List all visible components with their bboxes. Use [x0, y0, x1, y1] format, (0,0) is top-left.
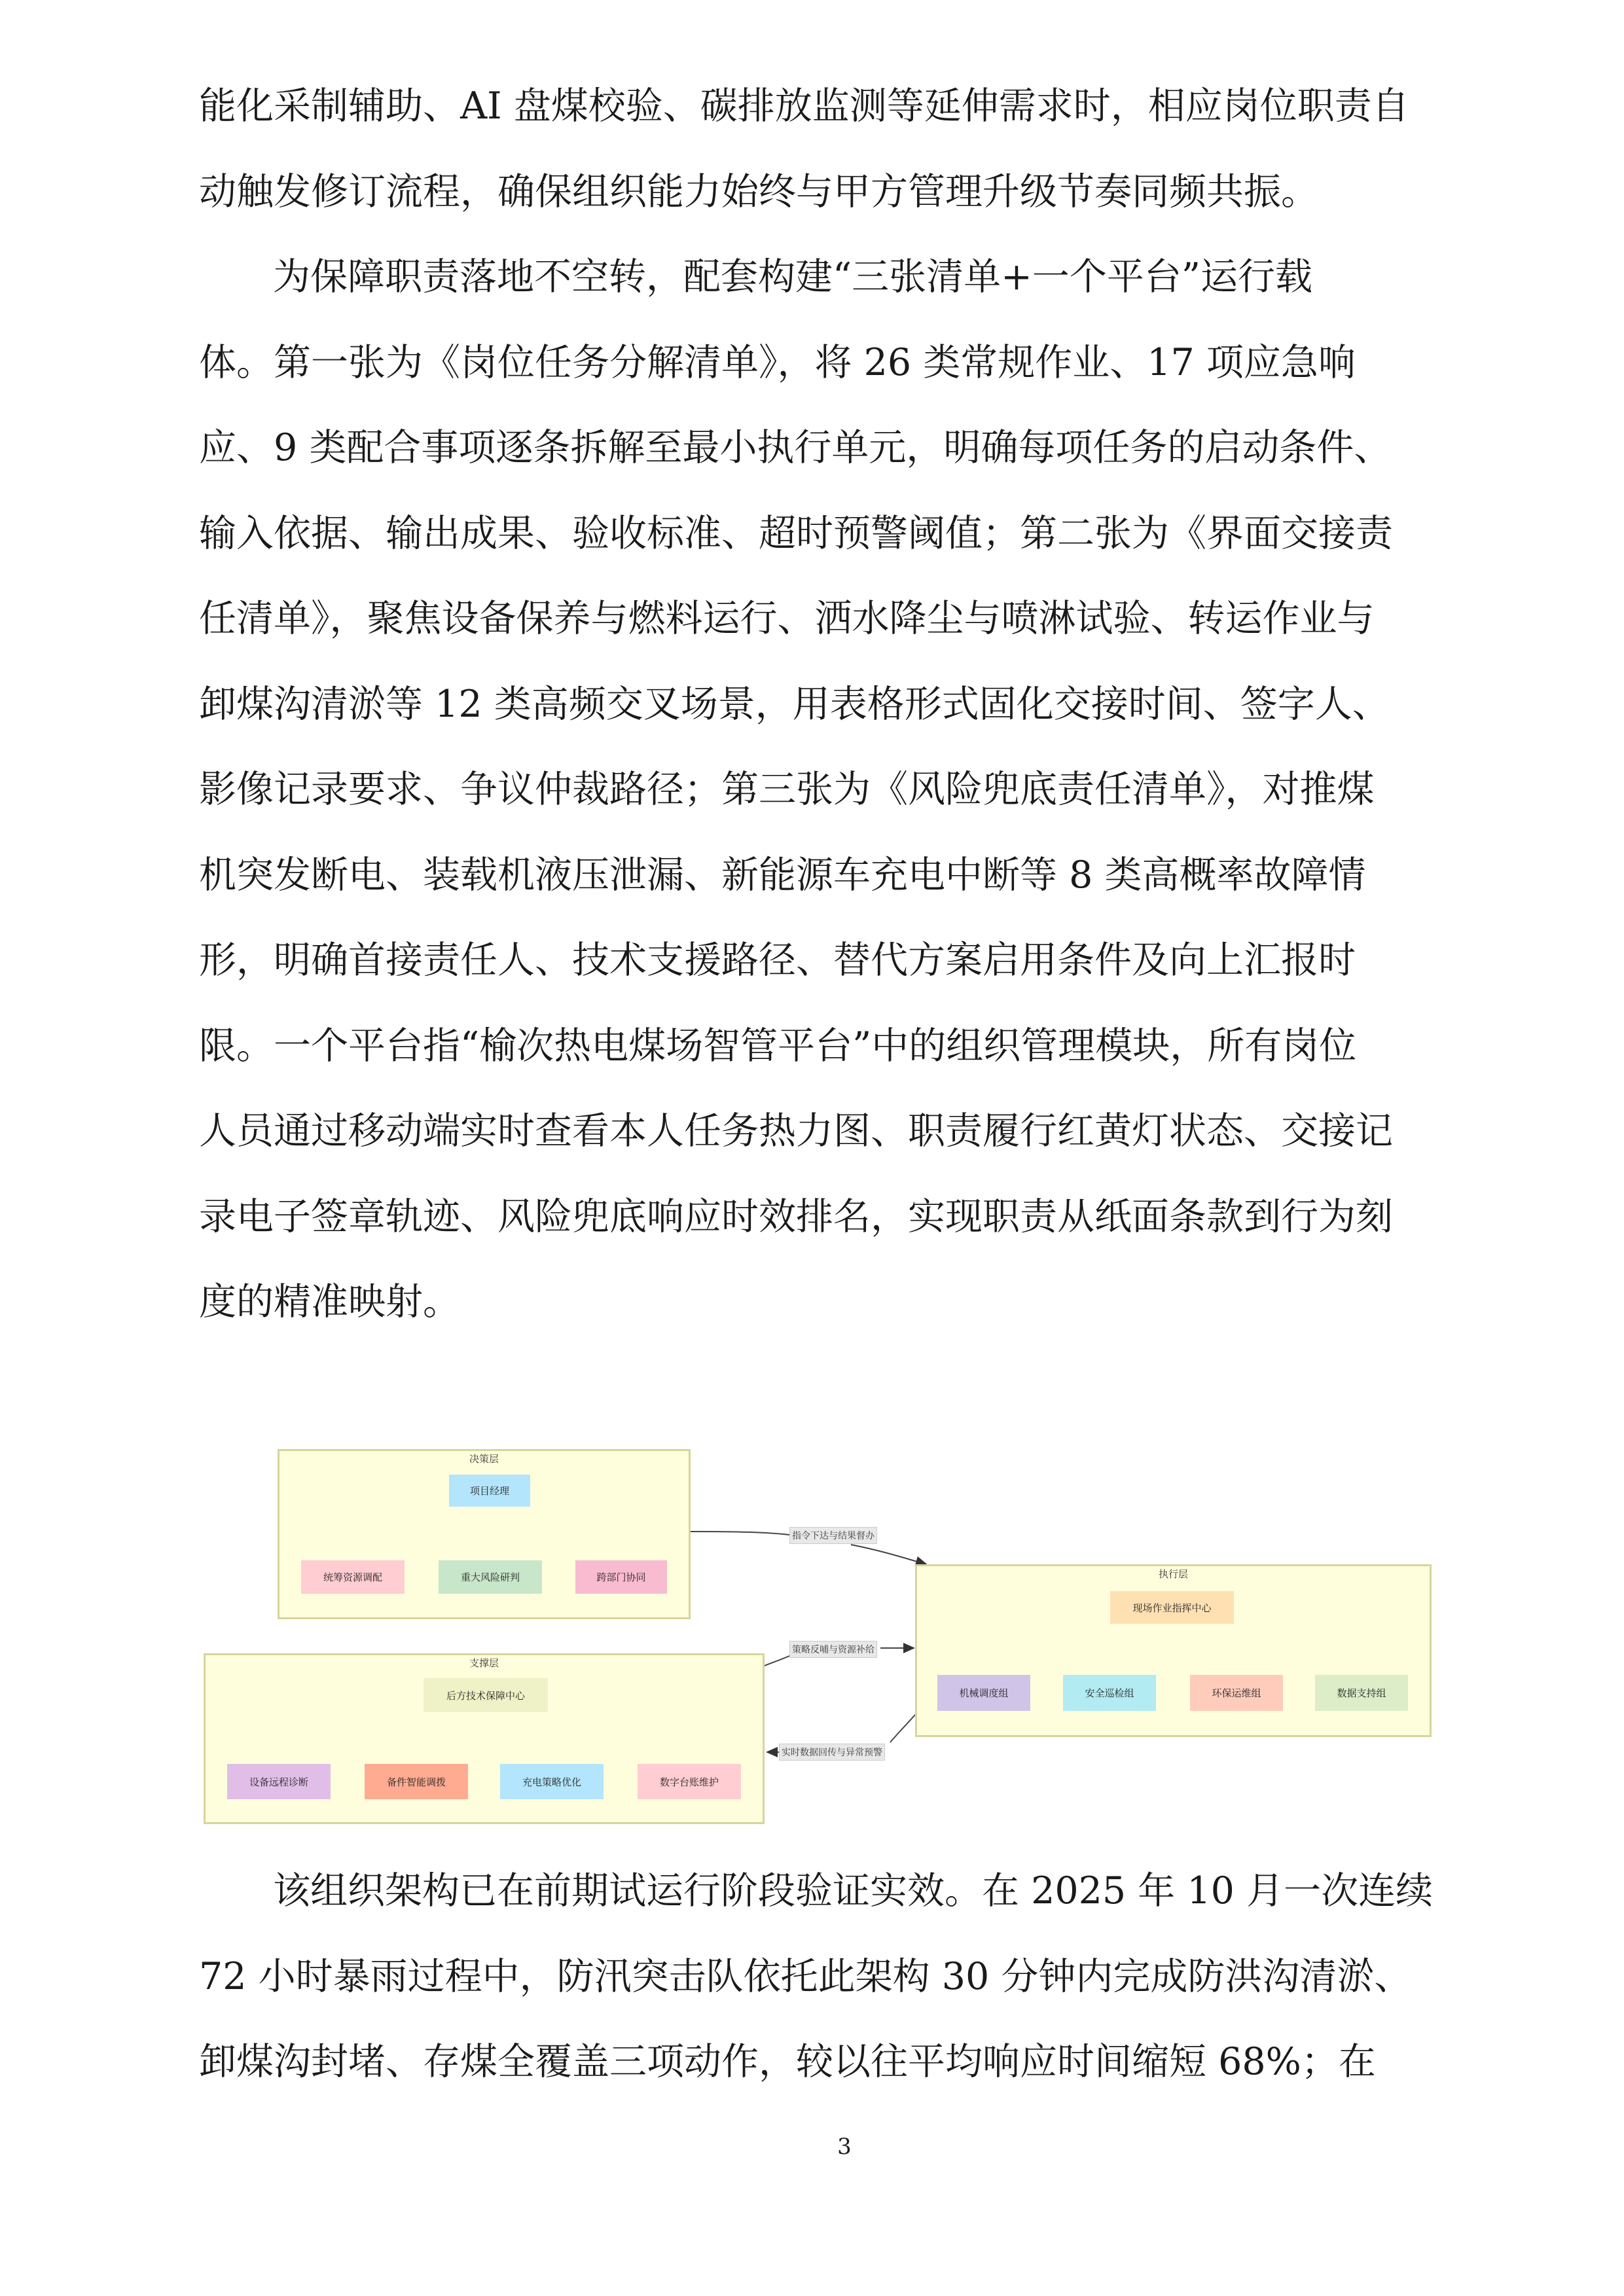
text-line: 72 小时暴雨过程中，防汛突击队依托此架构 30 分钟内完成防洪沟清淤、 — [199, 1954, 1412, 1998]
text-line: 形，明确首接责任人、技术支援路径、替代方案启用条件及向上汇报时 — [199, 939, 1356, 982]
decision-child-node: 重大风险研判 — [439, 1560, 542, 1594]
page-number: 3 — [837, 2134, 852, 2160]
text-line: 应、9 类配合事项逐条拆解至最小执行单元，明确每项任务的启动条件、 — [199, 426, 1392, 469]
support-child-node: 设备远程诊断 — [227, 1764, 331, 1799]
edge-label-feedback: 策略反哺与资源补给 — [789, 1641, 877, 1658]
text-line: 影像记录要求、争议仲裁路径；第三张为《风险兜底责任清单》，对推煤 — [199, 768, 1375, 811]
support-child-node: 备件智能调拨 — [365, 1764, 468, 1799]
connector-arrow — [851, 1545, 926, 1564]
text-line: 该组织架构已在前期试运行阶段验证实效。在 2025 年 10 月一次连续 — [273, 1869, 1434, 1912]
text-line: 卸煤沟清淤等 12 类高频交叉场景，用表格形式固化交接时间、签字人、 — [199, 682, 1390, 726]
execution-child-node: 安全巡检组 — [1063, 1675, 1156, 1711]
execution-child-node: 机械调度组 — [937, 1675, 1030, 1711]
text-line: 录电子签章轨迹、风险兜底响应时效排名，实现职责从纸面条款到行为刻 — [199, 1194, 1393, 1238]
decision-child-node: 统筹资源调配 — [301, 1560, 405, 1594]
connector-arrow — [691, 1532, 789, 1535]
text-line: 体。第一张为《岗位任务分解清单》，将 26 类常规作业、17 项应急响 — [199, 340, 1356, 384]
text-line: 能化采制辅助、AI 盘煤校验、碳排放监测等延伸需求时，相应岗位职责自 — [199, 84, 1409, 128]
decision-layer-title: 决策层 — [469, 1453, 499, 1465]
support-layer-title: 支撑层 — [469, 1657, 499, 1669]
support-child-node: 数字台账维护 — [638, 1764, 741, 1799]
connector-arrow — [765, 1656, 789, 1666]
execution-layer-group — [915, 1564, 1432, 1737]
text-line: 度的精准映射。 — [199, 1280, 460, 1323]
text-line: 输入依据、输出成果、验收标准、超时预警阈值；第二张为《界面交接责 — [199, 511, 1393, 555]
support-child-node: 充电策略优化 — [500, 1764, 604, 1799]
decision-child-node: 跨部门协同 — [575, 1560, 667, 1594]
execution-child-node: 环保运维组 — [1190, 1675, 1283, 1711]
execution-root-node: 现场作业指挥中心 — [1110, 1591, 1234, 1624]
text-line: 任清单》，聚焦设备保养与燃料运行、洒水降尘与喷淋试验、转运作业与 — [199, 597, 1375, 640]
text-line: 动触发修订流程，确保组织能力始终与甲方管理升级节奏同频共振。 — [199, 170, 1318, 213]
execution-layer-title: 执行层 — [1158, 1568, 1188, 1580]
decision-root-node: 项目经理 — [449, 1475, 530, 1507]
text-line: 为保障职责落地不空转，配套构建“三张清单+一个平台”运行载 — [273, 255, 1313, 298]
support-root-node: 后方技术保障中心 — [424, 1678, 548, 1712]
execution-child-node: 数据支持组 — [1315, 1675, 1408, 1711]
text-line: 卸煤沟封堵、存煤全覆盖三项动作，较以往平均响应时间缩短 68%；在 — [199, 2040, 1376, 2083]
edge-label-command: 指令下达与结果督办 — [789, 1527, 877, 1544]
text-line: 限。一个平台指“榆次热电煤场智管平台”中的组织管理模块，所有岗位 — [199, 1024, 1357, 1067]
connector-arrow — [890, 1715, 915, 1742]
edge-label-realtime-data: 实时数据回传与异常预警 — [779, 1744, 885, 1761]
text-line: 人员通过移动端实时查看本人任务热力图、职责履行红黄灯状态、交接记 — [199, 1109, 1393, 1153]
text-line: 机突发断电、装载机液压泄漏、新能源车充电中断等 8 类高概率故障情 — [199, 853, 1366, 897]
